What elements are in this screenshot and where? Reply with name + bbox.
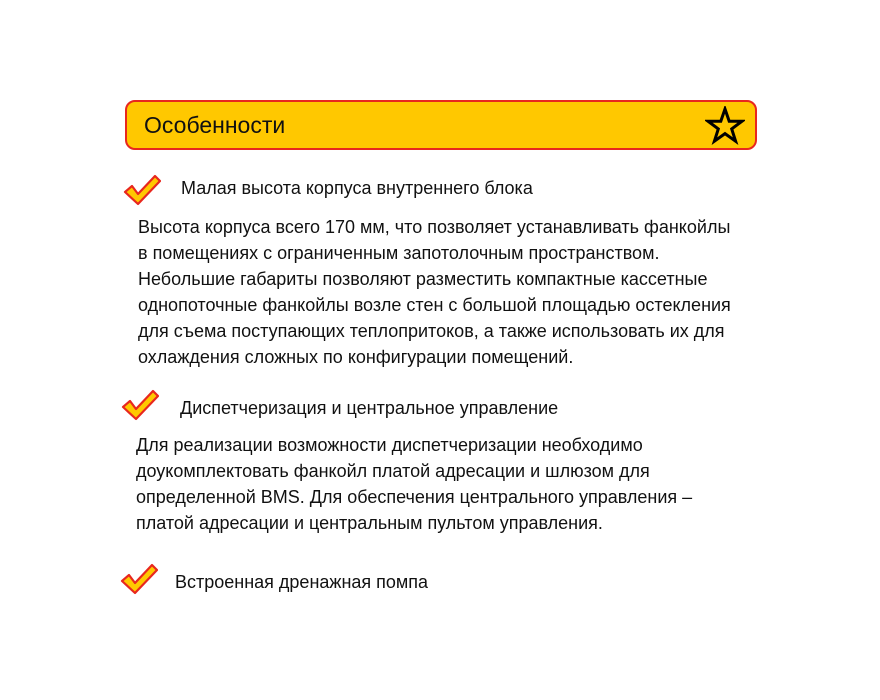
star-icon	[705, 106, 745, 146]
features-header-banner	[125, 100, 757, 150]
paragraph-line: определенной BMS. Для обеспечения центрального управления –	[136, 487, 693, 507]
checkmark-icon	[123, 173, 161, 207]
paragraph-line: охлаждения сложных по конфигурации помещений.	[138, 347, 574, 367]
paragraph-line: в помещениях с ограниченным запотолочным пространством.	[138, 243, 660, 263]
feature-heading-dispatching: Диспетчеризация и центральное управление	[180, 398, 559, 418]
paragraph-line: Небольшие габариты позволяют разместить компактные кассетные	[138, 269, 708, 289]
paragraph-line: однопоточные фанкойлы возле стен с большой площадью остекления	[138, 295, 731, 315]
header-title: Особенности	[144, 112, 286, 138]
paragraph-line: платой адресации и центральным пультом управления.	[136, 513, 603, 533]
paragraph-line: Высота корпуса всего 170 мм, что позволяет устанавливать фанкойлы	[138, 217, 731, 237]
feature-heading-low-height: Малая высота корпуса внутреннего блока	[181, 178, 533, 198]
feature-heading-drain-pump: Встроенная дренажная помпа	[175, 572, 429, 592]
paragraph-line: доукомплектовать фанкойл платой адресации и шлюзом для	[136, 461, 650, 481]
paragraph-line: для съема поступающих теплопритоков, а также использовать их для	[138, 321, 725, 341]
feature-description-low-height	[138, 214, 731, 370]
checkmark-icon	[120, 562, 158, 596]
checkmark-icon	[121, 388, 159, 422]
paragraph-line: Для реализации возможности диспетчеризации необходимо	[136, 435, 643, 455]
feature-description-dispatching	[136, 432, 692, 536]
